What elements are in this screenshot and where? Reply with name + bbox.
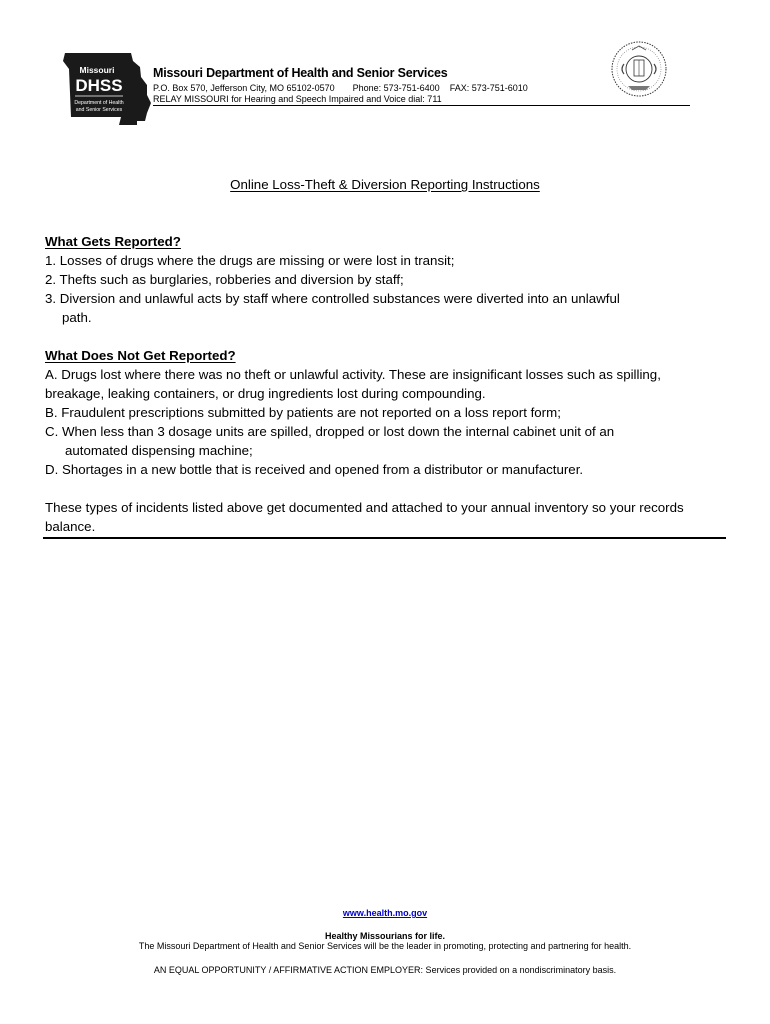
section-divider [43,537,726,539]
header-divider [153,105,690,106]
reported-section [45,232,735,327]
closing-line-1: These types of incidents listed above get documented and attached to your annual inventory so your records [45,500,684,515]
state-seal [610,38,668,100]
reported-item-3: 3. Diversion and unlawful acts by staff where controlled substances were diverted into an unlawful [45,291,620,306]
footer-tagline: Healthy Missourians for life. [324,931,446,941]
footer-eeo-statement: AN EQUAL OPPORTUNITY / AFFIRMATIVE ACTION EMPLOYER: Services provided on a nondiscriminatory basis. [153,965,617,975]
not-reported-item-a-continued: breakage, leaking containers, or drug ingredients lost during compounding. [45,386,486,401]
svg-text:and Senior Services: and Senior Services [75,107,123,113]
agency-phone: Phone: 573-751-6400 [352,83,440,93]
document-title: Online Loss-Theft & Diversion Reporting Instructions [230,177,540,192]
closing-line-2: balance. [45,519,96,534]
reported-item-3-continued: path. [62,310,92,325]
not-reported-item-d: D. Shortages in a new bottle that is received and opened from a distributor or manufacturer. [45,462,584,477]
reported-item-1: 1. Losses of drugs where the drugs are missing or were lost in transit; [45,253,455,268]
svg-text:DHSS: DHSS [75,76,123,95]
not-reported-item-c: C. When less than 3 dosage units are spilled, dropped or lost down the internal cabinet unit of an [45,424,615,439]
dhss-logo [61,51,153,127]
closing-paragraph [45,498,735,536]
not-reported-item-c-continued: automated dispensing machine; [65,443,253,458]
footer-mission: The Missouri Department of Health and Senior Services will be the leader in promoting, protecting and partnering for health. [138,941,632,951]
relay-info: RELAY MISSOURI for Hearing and Speech Impaired and Voice dial: 711 [153,94,442,104]
agency-fax: FAX: 573-751-6010 [449,83,528,93]
website-link[interactable]: www.health.mo.gov [342,908,428,918]
reported-item-2: 2. Thefts such as burglaries, robberies and diversion by staff; [45,272,404,287]
svg-text:Missouri: Missouri [79,65,115,75]
not-reported-section [45,346,735,479]
not-reported-heading: What Does Not Get Reported? [45,348,236,363]
not-reported-item-a: A. Drugs lost where there was no theft or unlawful activity. These are insignificant losses such as spilling, [45,367,661,382]
svg-text:Department of Health: Department of Health [74,100,124,106]
agency-address: P.O. Box 570, Jefferson City, MO 65102-0570 [153,83,335,93]
agency-contact [153,83,528,93]
not-reported-item-b: B. Fraudulent prescriptions submitted by patients are not reported on a loss report form; [45,405,561,420]
reported-heading: What Gets Reported? [45,234,181,249]
agency-name: Missouri Department of Health and Senior Services [153,66,448,80]
